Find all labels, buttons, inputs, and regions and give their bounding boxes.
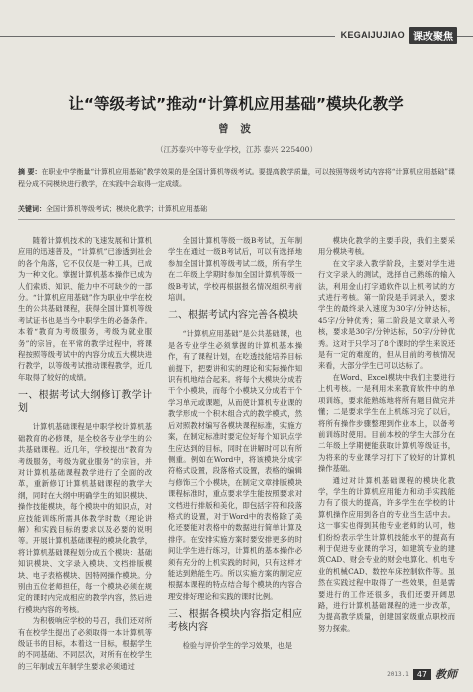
page-footer xyxy=(387,666,457,682)
section-heading: 二、根据考试内容完善各模块 xyxy=(168,310,298,322)
section-heading: 三、根据各模块内容指定相应考核内容 xyxy=(168,609,302,634)
body-paragraph: 模块化教学的主要手段，我们主要采用分模块考核。 xyxy=(318,236,455,257)
keywords xyxy=(18,204,455,214)
section-brand xyxy=(335,26,457,44)
body-paragraph: 在文字录入教学阶段，主要对学生进行文字录入的测试，选择自己熟练的输入法，利用金山打字通软件以上机考试的方式进行考核。第一阶段是手词录入，要求学生的最终录入速度为30字/分钟达标，45字/分钟优秀；第二阶段是文章录入考核，要求是30字/分钟达标，50字/分钟优秀。这对于只学习了8个课时的学生来说还是有一定的难度的，但从目前的考核情况来看，大部分学生已可以达标了。 xyxy=(318,258,455,371)
article-author: 曾 波 xyxy=(218,123,255,135)
body-paragraph: 计算机基础课程是中职学校计算机基础教育的必修课，是全校各专业学生的公共基础课程。近几年，学校提出“教育为考级服务，考级为就业服务”的宗旨，并对计算机基础课程教学进行了全面的改革，重新修订计算机基础课程的教学大纲，同时在大纲中明确学生的知识模块、操作技能模块，每个模块中的知识点，对应技能训练所需具体教学时数（理论讲解）和实践目标的要求以及必要的说明等。开展计算机基础课程的模块化教学，将计算机基础课程划分成五个模块：基础知识模块、文字录入模块、文档排版模块、电子表格模块、因特网操作模块。分别由五位老师担任，每一个模块必须在规定的课时内完成相应的教学内容，然后进行模块内容的考核。 xyxy=(18,422,152,614)
section-heading: 一、根据考试大纲修订教学计划 xyxy=(18,390,152,415)
section-brand-en: KEGAIJUJIAO xyxy=(340,30,405,40)
running-header xyxy=(0,22,473,44)
magazine-name: 教师 xyxy=(435,668,457,681)
body-column-2 xyxy=(168,235,302,652)
body-paragraph: 检验与评价学生的学习效果，也是 xyxy=(182,641,293,651)
keywords-label: 关键词： xyxy=(18,205,46,213)
body-paragraph: 随着计算机技术的飞速发展和计算机应用的迅速普及，“计算机”已渗透到社会的各个角落，它不仅仅是一种工具，已成为一种文化。掌握计算机基本操作已成为人们索质、知识、能力中不可缺少的一部分。“计算机应用基础”作为职业中学在校生的公共基础课程，获得全国计算机等级考试证书也是当今中职学生的必备条件。本着“教育为考级服务，考级为就业服务”的宗旨，在平常的教学过程中，将课程按照等级考试中的内容分成五大模块进行教学，以等级考试推动课程教学，近几年取得了较好的成绩。 xyxy=(18,236,152,382)
issue-code: 2013.1 xyxy=(387,670,409,678)
abstract-text: 在职业中学衡量“计算机应用基础”教学效果的是全国计算机等级考试。要提高教学质量，可以按照等级考试内容将“计算机应用基础”课程分成不同模块进行教学，在实践中会取得一定成绩。 xyxy=(18,168,455,188)
body-paragraph: 通过对计算机基础课程的模块化教学，学生的计算机应用能力和动手实践能力有了很大的提高，许多学生在学校的计算机操作应用到各自的专业当生活中去。这一事实也得到其他专业老师的认可，他们纷纷表示学生计算机技能水平的提高有利于促进专业课的学习，如建筑专业的建筑CAD、财会专业的财会电算化、机电专业的机械CAD、数控车床控制软件等。虽然在实践过程中取得了一些效果，但是需要进行的工作还很多，我们还要开阔思路，进行计算机基础课程的进一步改革，为提高教学质量，创建国家级重点职校而努力探索。 xyxy=(318,475,455,633)
body-paragraph: 为积极响应学校的号召，我们还对所有在校学生提出了必须取得一本计算机等级证书的目标，本着这一目标，根据学生的不同基础、不同层次，对所有在校学生的三年制或五年制学生要求必须通过 xyxy=(18,616,152,671)
body-paragraph: 全国计算机等级一级B考试，五年制学生在通过一级B考试后，可以有选择地参加全国计算机等级考试二级，所有学生在二年级上学期时参加全国计算机等级一级B考试，学校再根据报名情况组织考前培训。 xyxy=(168,236,302,303)
article-title: 让“等级考试”推动“计算机应用基础”模块化教学 xyxy=(68,95,404,113)
abstract xyxy=(18,167,455,190)
keywords-text: 全国计算机等级考试；模块化教学；计算机应用基础 xyxy=(46,205,207,213)
body-column-1 xyxy=(18,235,152,672)
body-column-3 xyxy=(318,235,455,634)
author-affiliation: （江苏泰兴中等专业学校，江苏 泰兴 225400） xyxy=(156,145,317,154)
abstract-divider xyxy=(18,219,455,220)
page-number: 47 xyxy=(413,669,431,680)
body-paragraph: 在Word、Excel模块中我们主要进行上机考核。一是利用未来教育软件中的单项训练，要求能熟练地将所有题目做完并懂；二是要求学生在上机练习完了以后，将所有操作步骤整理到作业本上，以备考前训练时使用。目前本校的学生大部分在二年级上学期便能获取计算机等级证书，为将来的专业课学习打下了较好的计算机操作基础。 xyxy=(318,372,455,474)
abstract-label: 摘 要： xyxy=(18,168,42,176)
body-paragraph: “计算机应用基础”是公共基础课，也是各专业学生必须掌握的计算机基本操作，有了课程计划，在吃透技能培养目标前提下，把要讲和实的理论和实际操作知识有机地结合起来。将每个大模块分成若干个小模块，而每个小模块又分成若干个学习单元或课题，从而使计算机专业课的教学形成一个积木组合式的教学模式，然后对照教材编写各模块课程标准，实施方案，在制定标准时要定位好每个知识点学生应达到的目标，同时在讲解时可以有所侧重。例如在Word中，将该模块分成字符格式设置，段落格式设置，表格的编辑与修饰三个小模块，在制定文章排版模块课程标准时，重点要求学生能按照要求对文档进行排版和美化，即包括字符和段落格式的设置，对于Word中的表格除了美化还要能对表格中的数据进行简单计算及排序。在安排实施方案时要安排更多的时间让学生进行练习，计算机的基本操作必须有充分的上机实践的时间，只有这样才能达到熟能生巧。所以实施方案的制定应根据本课程的特点结合每个模块的内容合理安排好理论和实践的课时比例。 xyxy=(168,329,302,601)
section-brand-cn: 课改聚焦 xyxy=(409,27,457,44)
